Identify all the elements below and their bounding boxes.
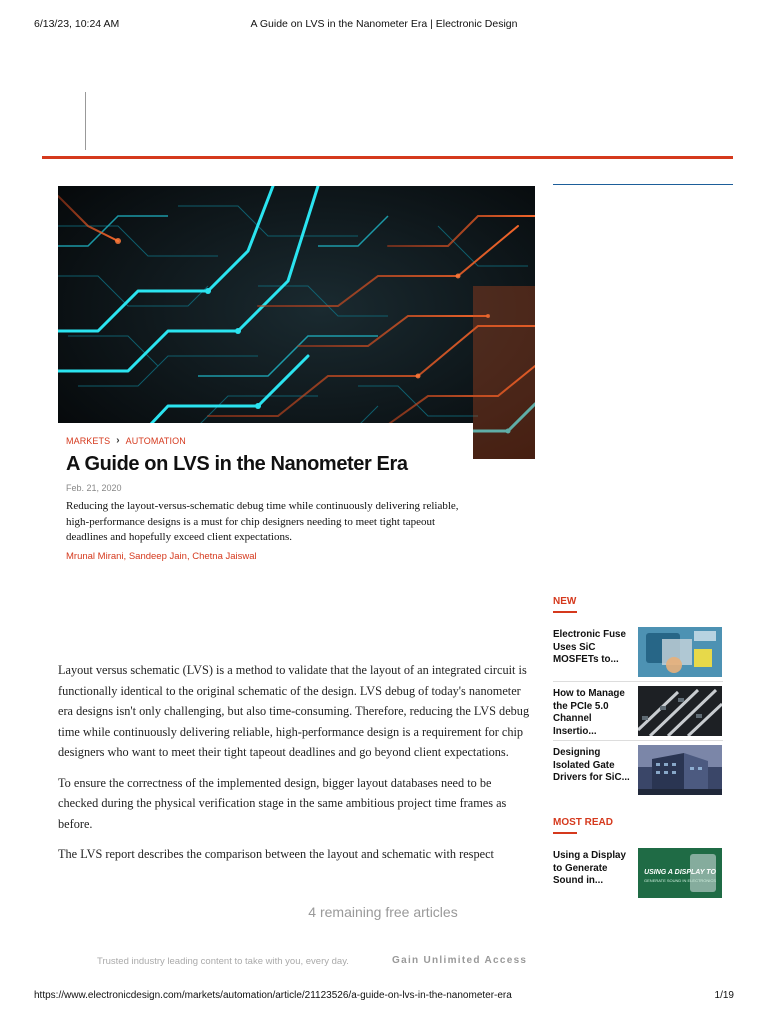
sidebar-article-thumbnail[interactable] (638, 686, 722, 736)
heading-underline (553, 832, 577, 834)
remaining-articles-notice: 4 remaining free articles (308, 904, 458, 920)
breadcrumb (66, 435, 465, 446)
sidebar-article-title[interactable]: Electronic Fuse Uses SiC MOSFETs to... (553, 629, 626, 665)
breadcrumb-automation[interactable]: AUTOMATION (125, 435, 186, 446)
gain-access-button[interactable]: Gain Unlimited Access (392, 955, 528, 966)
logo-divider (85, 92, 86, 150)
article-header (58, 423, 473, 573)
author-link[interactable]: Mrunal Mirani (66, 550, 124, 562)
sidebar-heading-new (553, 596, 577, 613)
breadcrumb-markets[interactable]: MARKETS (66, 435, 111, 446)
sidebar-article[interactable] (553, 627, 723, 681)
sidebar-article-title[interactable]: How to Manage the PCIe 5.0 Channel Insertio... (553, 688, 625, 737)
author-link[interactable]: Chetna Jaiswal (192, 550, 257, 562)
print-datetime: 6/13/23, 10:24 AM (34, 18, 120, 30)
print-page-number: 1/19 (714, 990, 734, 1001)
publish-date: Feb. 21, 2020 (66, 483, 122, 493)
article-paragraph: Layout versus schematic (LVS) is a method to validate that the layout of an integrated circuit is functionally identical to the original schematic of the design. LVS debug of today's nanometer era designs isn't only challenging, but also time-consuming. Therefore, reducing the LVS debug time while continuously delivering reliable, high-performance design is a requirement for chip designers who want to meet their tight tapeout deadlines and go beyond client expectations. (58, 663, 530, 759)
article-body (58, 660, 531, 875)
article-paragraph: The LVS report describes the comparison between the layout and schematic with respect (58, 847, 494, 861)
page-title: A Guide on LVS in the Nanometer Era (66, 453, 408, 475)
sidebar-article-thumbnail[interactable] (638, 745, 722, 795)
sidebar-article-thumbnail[interactable] (638, 627, 722, 677)
print-header (34, 18, 734, 32)
sidebar-article-thumbnail[interactable] (638, 848, 722, 898)
sidebar-article[interactable] (553, 686, 723, 740)
sidebar-article[interactable] (553, 848, 723, 902)
print-footer (34, 990, 734, 1004)
heading-underline (553, 611, 577, 613)
author-link[interactable]: Sandeep Jain (128, 550, 187, 562)
sidebar-divider (553, 740, 723, 741)
sidebar-rule (553, 184, 733, 185)
article-paragraph: To ensure the correctness of the implemented design, bigger layout databases need to be checked during the physical verification stage in the same ambitious project time frames as before. (58, 775, 507, 831)
thumbnail-text: GENERATE SOUND IN ELECTRONICS (644, 878, 716, 883)
sidebar-heading-most-read (553, 817, 613, 834)
hero-image (58, 186, 535, 459)
author-list: Mrunal Mirani, Sandeep Jain, Chetna Jaiswal (66, 550, 257, 562)
thumbnail-text: USING A DISPLAY TO (644, 869, 716, 876)
paywall-fade (0, 870, 545, 890)
sidebar-article-title[interactable]: Designing Isolated Gate Drivers for SiC... (553, 747, 630, 783)
print-doc-title: A Guide on LVS in the Nanometer Era | Electronic Design (250, 18, 518, 30)
chevron-right-icon: › (116, 435, 120, 446)
paywall-tagline: Trusted industry leading content to take with you, every day. (97, 956, 349, 967)
sidebar-heading-text: NEW (553, 596, 577, 607)
header-rule (42, 156, 733, 159)
sidebar-article[interactable] (553, 745, 723, 799)
sidebar-heading-text: MOST READ (553, 817, 613, 828)
article-summary: Reducing the layout-versus-schematic debug time while continuously delivering reliable, high-performance designs is a must for chip designers needing to meet tight tapeout deadlines and hopefully exceed client expectations. (66, 500, 459, 543)
print-url: https://www.electronicdesign.com/markets/automation/article/21123526/a-guide-on-lvs-in-the-nanometer-era (34, 990, 512, 1001)
sidebar-divider (553, 681, 723, 682)
sidebar-article-title[interactable]: Using a Display to Generate Sound in... (553, 850, 626, 886)
